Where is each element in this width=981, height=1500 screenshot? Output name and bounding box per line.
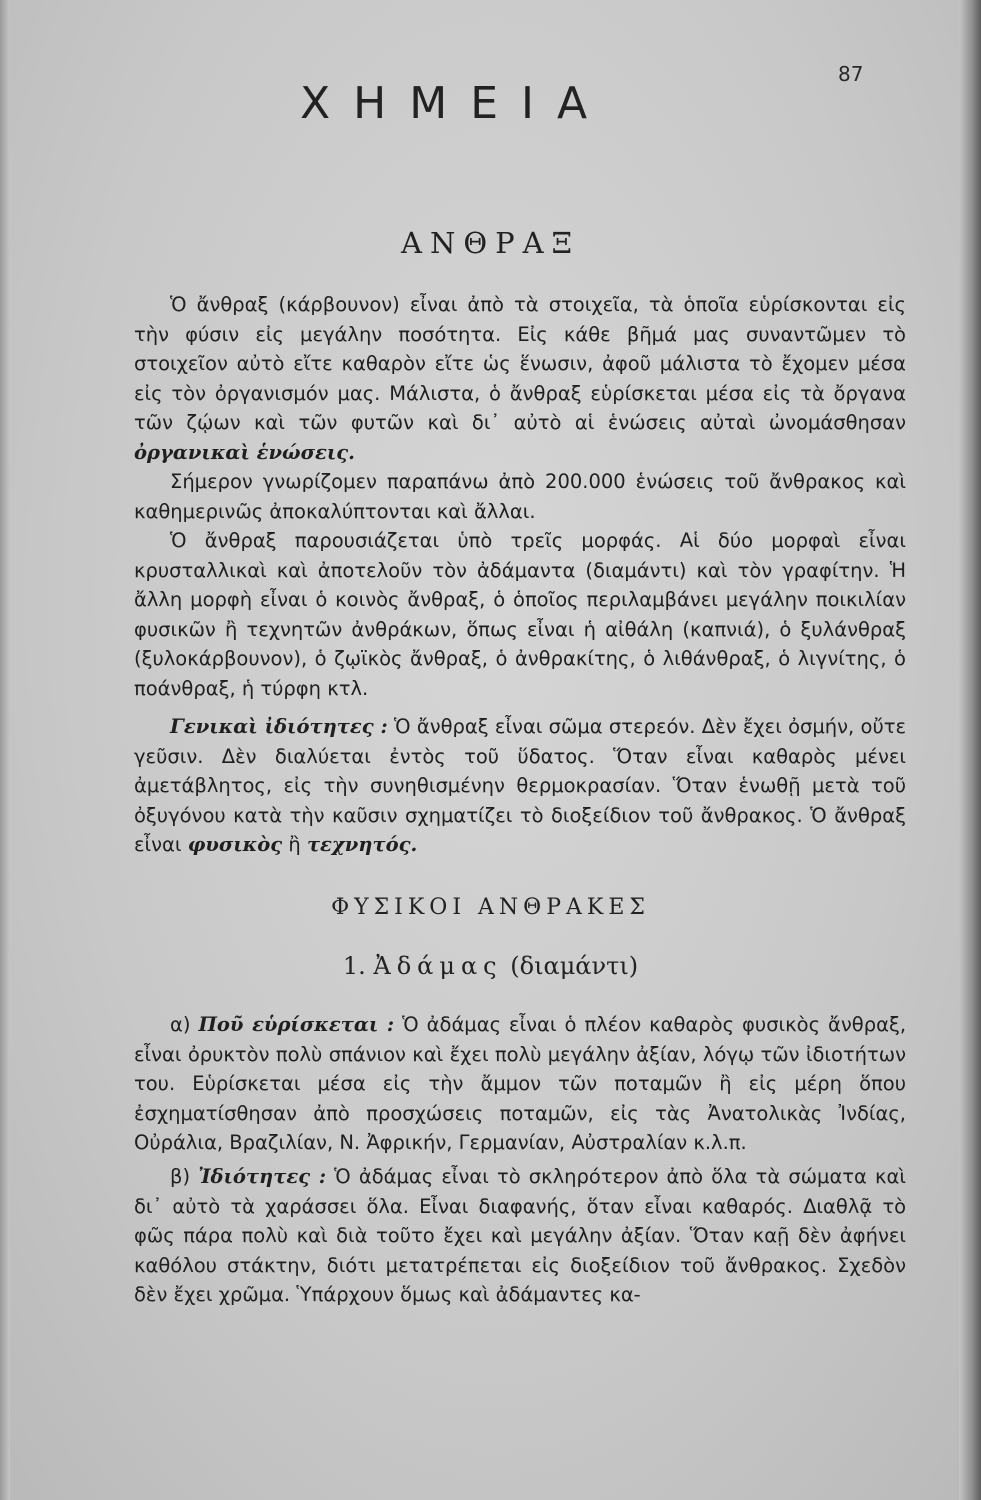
item-heading	[0, 952, 981, 980]
properties-label: Ἰδιότητες :	[198, 1165, 327, 1188]
page-right-edge	[959, 0, 981, 1500]
where-found-text: Ὁ ἀδάμας εἶναι ὁ πλέον καθαρὸς φυσικὸς ἄνθραξ, εἶναι ὀρυκτὸν πολὺ σπάνιον καὶ ἔχει πολὺ μεγάλην ἀξίαν, λόγῳ τῶν ἰδιοτήτων του. Εὑρίσκεται μέσα εἰς τὴν ἄμμον τῶν ποταμῶν ἢ εἰς μέρη ὅπου ἐσχηματίσθησαν ἀπὸ προσχώσεις ποταμῶν, εἰς τὰς Ἀνατολικὰς Ἰνδίας, Οὐράλια, Βραζιλίαν, Ν. Ἀφρικήν, Γερμανίαν, Αὐστραλίαν κ.λ.π.	[134, 1013, 907, 1154]
where-found-marker: α)	[170, 1013, 191, 1036]
where-found-block	[134, 1010, 906, 1158]
properties-text: Ὁ ἀδάμας εἶναι τὸ σκληρότερον ἀπὸ ὅλα τὰ σώματα καὶ δι᾽ αὐτὸ τὰ χαράσσει ὅλα. Εἶναι διαφανής, ὅταν εἶναι καθαρός. Διαθλᾷ τὸ φῶς πάρα πολὺ καὶ διὰ τοῦτο ἔχει καὶ μεγάλην ἀξίαν. Ὅταν καῇ δὲν ἀφήνει καθόλου στάκτην, διότι μετατρέπεται εἰς διοξείδιον τοῦ ἄνθρακος. Σχεδὸν δὲν ἔχει χρῶμα. Ὑπάρχουν ὅμως καὶ ἀδάμαντες κα-	[134, 1165, 906, 1306]
general-properties-paragraph	[134, 712, 906, 860]
properties-paragraph	[134, 1162, 906, 1310]
properties-marker: β)	[170, 1165, 191, 1188]
properties-block	[134, 1162, 906, 1310]
intro-paragraph-1-text: Ὁ ἄνθραξ (κάρβουνον) εἶναι ἀπὸ τὰ στοιχεῖα, τὰ ὁποῖα εὑρίσκονται εἰς τὴν φύσιν εἰς μεγάλην ποσότητα. Εἰς κάθε βῆμά μας συναντῶμεν τὸ στοιχεῖον αὐτὸ εἴτε καθαρὸν εἴτε ὡς ἕνωσιν, ἀφοῦ μάλιστα τὸ ἔχομεν μέσα εἰς τὸν ὀργανισμόν μας. Μάλιστα, ὁ ἄνθραξ εὑρίσκεται μέσα εἰς τὰ ὄργανα τῶν ζῴων καὶ τῶν φυτῶν καὶ δι᾽ αὐτὸ αἱ ἑνώσεις αὐταὶ ὠνομάσθησαν	[134, 293, 906, 434]
intro-paragraph-2: Σήμερον γνωρίζομεν παραπάνω ἀπὸ 200.000 ἑνώσεις τοῦ ἄνθρακος καὶ καθημερινῶς ἀποκαλύπτονται καὶ ἄλλαι.	[134, 470, 906, 523]
chapter-title: ΧΗΜΕΙΑ	[300, 78, 611, 129]
intro-paragraph-1-emphasis: ὀργανικαὶ ἑνώσεις.	[134, 440, 355, 464]
section-title: ΑΝΘΡΑΞ	[401, 226, 580, 260]
general-properties-emph-natural: φυσικὸς	[187, 833, 283, 856]
item-name: Ἀδάμας	[373, 952, 503, 980]
general-properties-text: Ὁ ἄνθραξ εἶναι σῶμα στερεόν. Δὲν ἔχει ὀσμήν, οὔτε γεῦσιν. Δὲν διαλύεται ἐντὸς τοῦ ὕδατος. Ὅταν εἶναι καθαρὸς μένει ἀμετάβλητος, εἰς τὴν συνηθισμένην θερμοκρασίαν. Ὅταν ἑνωθῇ μετὰ τοῦ ὀξυγόνου κατὰ τὴν καῦσιν σχηματίζει τὸ διοξείδιον τοῦ ἄνθρακος. Ὁ ἄνθραξ εἶναι	[134, 715, 907, 856]
intro-paragraph-1	[134, 290, 906, 467]
intro-block	[134, 290, 906, 703]
general-properties-block	[134, 712, 906, 860]
general-properties-label: Γενικαὶ ἰδιότητες :	[170, 715, 388, 738]
where-found-label: Ποῦ εὑρίσκεται :	[198, 1013, 395, 1036]
item-paren: (διαμάντι)	[510, 952, 639, 980]
general-properties-or: ἢ	[288, 833, 301, 856]
subsection-title: ΦΥΣΙΚΟΙ ΑΝΘΡΑΚΕΣ	[331, 895, 650, 920]
general-properties-emph-artificial: τεχνητός.	[306, 833, 418, 856]
intro-paragraph-3: Ὁ ἄνθραξ παρουσιάζεται ὑπὸ τρεῖς μορφάς. Αἱ δύο μορφαὶ εἶναι κρυσταλλικαὶ καὶ ἀποτελοῦν τὸν ἀδάμαντα (διαμάντι) καὶ τὸν γραφίτην. Ἡ ἄλλη μορφὴ εἶναι ὁ κοινὸς ἄνθραξ, ὁ ὁποῖος περιλαμβάνει μεγάλην ποικιλίαν φυσικῶν ἢ τεχνητῶν ἀνθράκων, ὅπως εἶναι ἡ αἰθάλη (καπνιά), ὁ ξυλάνθραξ (ξυλοκάρβουνον), ὁ ζῳϊκὸς ἄνθραξ, ὁ ἀνθρακίτης, ὁ λιθάνθραξ, ὁ λιγνίτης, ὁ ποάνθραξ, ἡ τύρφη κτλ.	[134, 529, 906, 700]
item-number: 1.	[342, 952, 366, 980]
where-found-paragraph	[134, 1010, 906, 1158]
page-number: 87	[838, 62, 864, 86]
page-left-edge	[0, 0, 10, 1500]
